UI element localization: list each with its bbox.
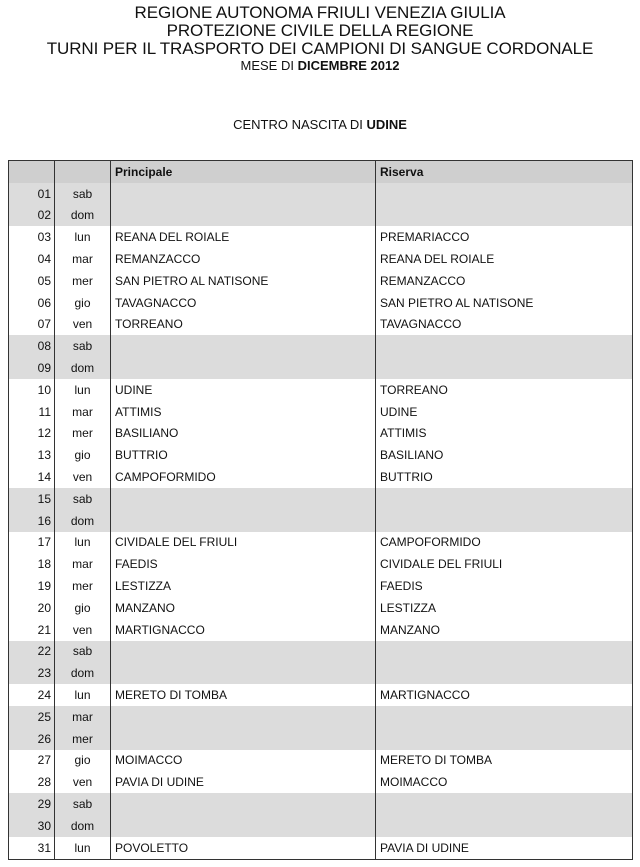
principale-cell: CAMPOFORMIDO (111, 466, 376, 488)
table-body (9, 183, 633, 859)
day-number-cell: 20 (9, 597, 55, 619)
table-row (9, 183, 633, 205)
shift-table (8, 160, 633, 860)
riserva-cell: BASILIANO (380, 448, 444, 463)
principale-cell (111, 728, 376, 750)
table-header-row (9, 161, 633, 183)
principale-cell: BUTTRIO (111, 444, 376, 466)
riserva-cell (376, 510, 633, 532)
table-row (9, 575, 633, 597)
principale-cell: MERETO DI TOMBA (111, 684, 376, 706)
riserva-cell: MERETO DI TOMBA (380, 753, 493, 768)
weekday-cell: mer (55, 728, 111, 750)
day-number-cell: 13 (9, 444, 55, 466)
weekday-cell: mar (55, 401, 111, 423)
month-label (0, 58, 640, 74)
riserva-cell: REMANZACCO (380, 273, 466, 288)
riserva-cell (376, 641, 633, 663)
day-number-cell: 11 (9, 401, 55, 423)
principale-cell (111, 793, 376, 815)
principale-cell: LESTIZZA (111, 575, 376, 597)
riserva-cell: CAMPOFORMIDO (380, 535, 481, 550)
principale-cell (111, 205, 376, 227)
riserva-cell (376, 357, 633, 379)
principale-cell: MARTIGNACCO (111, 619, 376, 641)
day-number-cell: 14 (9, 466, 55, 488)
weekday-cell: mer (55, 423, 111, 445)
weekday-cell: gio (55, 292, 111, 314)
table-row (9, 423, 633, 445)
schedule-title: TURNI PER IL TRASPORTO DEI CAMPIONI DI SANGUE CORDONALE (46, 39, 594, 58)
month-value: DICEMBRE 2012 (297, 58, 400, 73)
table-row (9, 597, 633, 619)
riserva-cell (376, 488, 633, 510)
table-row (9, 314, 633, 336)
riserva-cell: SAN PIETRO AL NATISONE (380, 295, 534, 310)
table-row (9, 641, 633, 663)
day-number-cell: 16 (9, 510, 55, 532)
table-row (9, 619, 633, 641)
principale-cell (111, 815, 376, 837)
table-row (9, 510, 633, 532)
day-number-cell: 08 (9, 335, 55, 357)
principale-cell: ATTIMIS (111, 401, 376, 423)
day-number-cell: 17 (9, 532, 55, 554)
weekday-cell: sab (55, 793, 111, 815)
weekday-cell: lun (55, 379, 111, 401)
riserva-cell: MANZANO (380, 622, 440, 637)
day-number-cell: 18 (9, 553, 55, 575)
riserva-cell: PREMARIACCO (380, 230, 470, 245)
day-number-cell: 23 (9, 662, 55, 684)
day-number-cell: 01 (9, 183, 55, 205)
weekday-cell: mer (55, 575, 111, 597)
principale-cell (111, 335, 376, 357)
centro-prefix: CENTRO NASCITA DI (233, 117, 367, 132)
riserva-cell (376, 793, 633, 815)
document-header (0, 4, 640, 74)
principale-cell (111, 488, 376, 510)
weekday-cell: ven (55, 771, 111, 793)
riserva-cell: PAVIA DI UDINE (380, 840, 469, 855)
riserva-cell: MOIMACCO (380, 775, 448, 790)
day-number-cell: 21 (9, 619, 55, 641)
day-number-cell: 29 (9, 793, 55, 815)
table-row (9, 750, 633, 772)
riserva-cell: FAEDIS (380, 579, 423, 594)
column-header-principale: Principale (111, 161, 376, 183)
principale-cell (111, 183, 376, 205)
table-row (9, 706, 633, 728)
table-row (9, 684, 633, 706)
riserva-cell (376, 815, 633, 837)
principale-cell: TORREANO (111, 314, 376, 336)
month-prefix: MESE DI (240, 58, 298, 73)
weekday-cell: dom (55, 510, 111, 532)
principale-cell: MANZANO (111, 597, 376, 619)
principale-cell (111, 357, 376, 379)
principale-cell: PAVIA DI UDINE (111, 771, 376, 793)
weekday-cell: mer (55, 270, 111, 292)
principale-cell: REANA DEL ROIALE (111, 226, 376, 248)
day-number-cell: 10 (9, 379, 55, 401)
riserva-cell: LESTIZZA (380, 600, 437, 615)
table-row (9, 553, 633, 575)
table-row (9, 292, 633, 314)
weekday-cell: dom (55, 815, 111, 837)
day-number-cell: 19 (9, 575, 55, 597)
weekday-cell: sab (55, 641, 111, 663)
weekday-cell: lun (55, 684, 111, 706)
weekday-cell: dom (55, 357, 111, 379)
day-number-cell: 06 (9, 292, 55, 314)
weekday-cell: sab (55, 488, 111, 510)
riserva-cell: BUTTRIO (380, 470, 433, 485)
day-number-cell: 03 (9, 226, 55, 248)
day-number-cell: 12 (9, 423, 55, 445)
day-number-cell: 05 (9, 270, 55, 292)
principale-cell: REMANZACCO (111, 248, 376, 270)
principale-cell: UDINE (111, 379, 376, 401)
table-row (9, 226, 633, 248)
table-row (9, 728, 633, 750)
weekday-cell: sab (55, 335, 111, 357)
region-title: REGIONE AUTONOMA FRIULI VENEZIA GIULIA (134, 3, 506, 22)
principale-cell: TAVAGNACCO (111, 292, 376, 314)
weekday-cell: mar (55, 248, 111, 270)
riserva-cell (376, 662, 633, 684)
table-row (9, 837, 633, 859)
weekday-cell: ven (55, 466, 111, 488)
weekday-cell: dom (55, 205, 111, 227)
principale-cell: SAN PIETRO AL NATISONE (111, 270, 376, 292)
table-row (9, 357, 633, 379)
birth-center-label (0, 117, 640, 132)
table-row (9, 270, 633, 292)
principale-cell (111, 641, 376, 663)
day-number-cell: 31 (9, 837, 55, 859)
table-row (9, 793, 633, 815)
table-row (9, 444, 633, 466)
department-title: PROTEZIONE CIVILE DELLA REGIONE (166, 21, 474, 40)
weekday-cell: gio (55, 750, 111, 772)
column-header-riserva: Riserva (376, 161, 633, 183)
table-row (9, 815, 633, 837)
riserva-cell: UDINE (380, 404, 418, 419)
table-row (9, 466, 633, 488)
weekday-cell: ven (55, 619, 111, 641)
centro-value: UDINE (366, 117, 407, 132)
day-number-cell: 27 (9, 750, 55, 772)
weekday-cell: lun (55, 837, 111, 859)
table-row (9, 771, 633, 793)
table-row (9, 662, 633, 684)
day-number-cell: 25 (9, 706, 55, 728)
weekday-cell: mar (55, 706, 111, 728)
day-number-cell: 15 (9, 488, 55, 510)
day-number-cell: 07 (9, 314, 55, 336)
riserva-cell (376, 728, 633, 750)
riserva-cell: MARTIGNACCO (380, 688, 470, 703)
weekday-cell: lun (55, 532, 111, 554)
table-row (9, 532, 633, 554)
principale-cell: POVOLETTO (111, 837, 376, 859)
riserva-cell (376, 183, 633, 205)
riserva-cell (376, 706, 633, 728)
weekday-cell: gio (55, 444, 111, 466)
principale-cell (111, 706, 376, 728)
table-row (9, 379, 633, 401)
table-row (9, 335, 633, 357)
weekday-cell: mar (55, 553, 111, 575)
riserva-cell: TAVAGNACCO (380, 317, 462, 332)
day-number-cell: 26 (9, 728, 55, 750)
riserva-cell: TORREANO (380, 382, 448, 397)
column-header-day-number (9, 161, 55, 183)
day-number-cell: 24 (9, 684, 55, 706)
principale-cell: BASILIANO (111, 423, 376, 445)
riserva-cell: REANA DEL ROIALE (380, 252, 495, 267)
table-row (9, 205, 633, 227)
day-number-cell: 02 (9, 205, 55, 227)
day-number-cell: 22 (9, 641, 55, 663)
day-number-cell: 04 (9, 248, 55, 270)
principale-cell: MOIMACCO (111, 750, 376, 772)
weekday-cell: sab (55, 183, 111, 205)
riserva-cell (376, 335, 633, 357)
riserva-cell: ATTIMIS (380, 426, 427, 441)
principale-cell (111, 510, 376, 532)
principale-cell: FAEDIS (111, 553, 376, 575)
principale-cell: CIVIDALE DEL FRIULI (111, 532, 376, 554)
table-row (9, 401, 633, 423)
weekday-cell: gio (55, 597, 111, 619)
day-number-cell: 30 (9, 815, 55, 837)
column-header-weekday (55, 161, 111, 183)
weekday-cell: ven (55, 314, 111, 336)
day-number-cell: 09 (9, 357, 55, 379)
table-row (9, 248, 633, 270)
riserva-cell: CIVIDALE DEL FRIULI (380, 557, 503, 572)
weekday-cell: dom (55, 662, 111, 684)
table-row (9, 488, 633, 510)
principale-cell (111, 662, 376, 684)
day-number-cell: 28 (9, 771, 55, 793)
weekday-cell: lun (55, 226, 111, 248)
riserva-cell (376, 205, 633, 227)
